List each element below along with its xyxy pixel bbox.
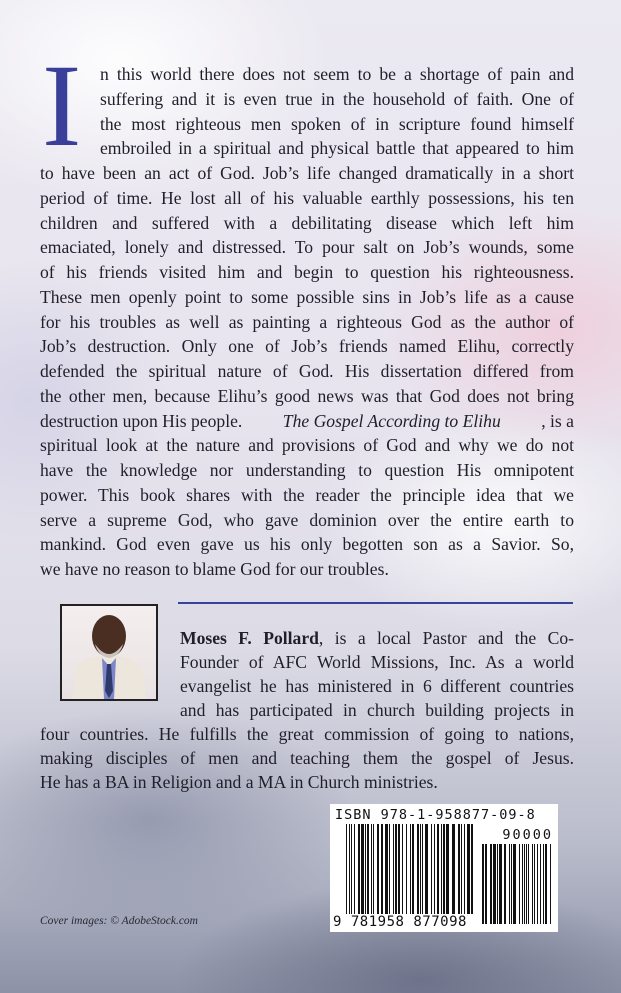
barcode-bar [377, 824, 379, 914]
barcode-bar [519, 844, 520, 924]
blurb-line: serve a supreme God, who gave dominion over the entire earth to [40, 510, 574, 530]
barcode-bar [417, 824, 419, 914]
book-title: The Gospel According to Elihu [282, 411, 501, 431]
barcode-bar [497, 844, 498, 924]
barcode-bar [420, 824, 421, 914]
barcode-bar [532, 844, 533, 924]
bio-line: and has participated in church building projects in [180, 700, 574, 720]
barcode-bar [412, 824, 414, 914]
blurb-line: period of time. He lost all of his valuable earthly possessions, his ten [40, 188, 574, 208]
barcode-bar [545, 844, 547, 924]
barcode-bar [354, 824, 355, 914]
blurb-line: to have been an act of God. Job’s life changed dramatically in a short [40, 163, 574, 183]
bio-text: , is a local Pastor and the Co- [318, 628, 574, 648]
barcode-bar [349, 824, 350, 914]
blurb-text: destruction upon His people. [40, 411, 243, 431]
bio-line [180, 628, 574, 648]
blurb-line: Job’s destruction. Only one of Job’s friends named Elihu, correctly [40, 336, 574, 356]
barcode-bar [509, 844, 510, 924]
barcode-bar [441, 824, 442, 914]
divider [178, 602, 573, 604]
blurb-line [40, 411, 574, 431]
blurb-line: defended the spiritual nature of God. His dissertation differed from [40, 361, 574, 381]
blurb-line: have the knowledge nor understanding to question His omnipotent [40, 460, 574, 480]
blurb-line: power. This book shares with the reader the principle idea that we [40, 485, 574, 505]
author-name: Moses F. Pollard [180, 628, 319, 648]
barcode-bar [550, 844, 551, 924]
price-code: 90000 [502, 827, 553, 843]
barcode-bar [406, 824, 407, 914]
barcode-bar [537, 844, 538, 924]
blurb-line: for his troubles as well as painting a righteous God as the author of [40, 312, 574, 332]
blurb-line: of his friends visited him and begin to question his righteousness. [40, 262, 574, 282]
barcode-bar [504, 844, 506, 924]
blurb-line: the other men, because Elihu’s good news was that God does not bring [40, 386, 574, 406]
blurb-line: children and suffered with a debilitating disease which left him [40, 213, 574, 233]
barcode-bar [431, 824, 432, 914]
barcode-bar [461, 824, 462, 914]
blurb-line: the most righteous men spoken of in scripture found himself [100, 114, 574, 134]
barcode-bar [540, 844, 541, 924]
bio-line: Founder of AFC World Missions, Inc. As a world [180, 652, 574, 672]
blurb-line: n this world there does not seem to be a shortage of pain and [100, 64, 574, 84]
barcode-bar [490, 844, 492, 924]
barcode-bar [395, 824, 397, 914]
isbn-text: ISBN 978-1-958877-09-8 [335, 807, 536, 823]
barcode-bar [485, 844, 487, 924]
barcode-bar [422, 824, 423, 914]
barcode-bar [358, 824, 360, 914]
barcode-bar [464, 824, 465, 914]
barcode-bar [482, 844, 484, 924]
bio-line: evangelist he has ministered in 6 different countries [180, 676, 574, 696]
blurb-text: , is a [541, 411, 574, 431]
barcode-bar [452, 824, 455, 914]
barcode-bar [524, 844, 525, 924]
author-photo [60, 604, 158, 701]
barcode-bar [365, 824, 366, 914]
blurb-line: embroiled in a spiritual and physical battle that appeared to him [100, 138, 574, 158]
barcode-bar [367, 824, 369, 914]
barcode-bar [443, 824, 445, 914]
drop-cap: I [42, 40, 82, 171]
barcode-bar [346, 824, 347, 914]
blurb-line: emaciated, lonely and distressed. To pour salt on Job’s wounds, some [40, 237, 574, 257]
blurb-line: These men openly point to some possible sins in Job’s life as a cause [40, 287, 574, 307]
bio-line: making disciples of men and teaching them the gospel of Jesus. [40, 748, 574, 768]
barcode-bar [385, 824, 388, 914]
barcode-bar [425, 824, 428, 914]
barcode-bar [534, 844, 535, 924]
barcode-bar [493, 844, 496, 924]
barcode-bar [398, 824, 400, 914]
barcode-bar [526, 844, 527, 924]
isbn-barcode [330, 804, 558, 932]
cover-credit: Cover images: © AdobeStock.com [40, 915, 198, 927]
bio-line: four countries. He fulfills the great commission of going to nations, [40, 724, 574, 744]
barcode-bar [381, 824, 383, 914]
barcode-bar [393, 824, 394, 914]
ean-number: 9 781958 877098 [333, 914, 467, 930]
barcode-bar [437, 824, 439, 914]
barcode-bar [513, 844, 516, 924]
barcode-bar [471, 824, 473, 914]
barcode-bar [351, 824, 352, 914]
barcode-bar [446, 824, 449, 914]
barcode-bar [467, 824, 470, 914]
blurb-line: spiritual look at the nature and provisions of God and why we do not [40, 435, 574, 455]
barcode-bar [458, 824, 460, 914]
barcode-bar [434, 824, 435, 914]
blurb-line: we have no reason to blame God for our troubles. [40, 559, 389, 579]
barcode-bar [389, 824, 390, 914]
bio-line: He has a BA in Religion and a MA in Church ministries. [40, 772, 438, 792]
barcode-bar [511, 844, 512, 924]
barcode-bar [528, 844, 529, 924]
barcode-bars [330, 804, 558, 932]
barcode-bar [410, 824, 411, 914]
barcode-bar [499, 844, 502, 924]
barcode-bar [361, 824, 364, 914]
blurb-line: suffering and it is even true in the household of faith. One of [100, 89, 574, 109]
barcode-bar [543, 844, 544, 924]
blurb-line: mankind. God even gave us his only begotten son as a Savior. So, [40, 534, 574, 554]
barcode-bar [402, 824, 403, 914]
barcode-bar [371, 824, 372, 914]
barcode-bar [373, 824, 374, 914]
barcode-bar [522, 844, 523, 924]
